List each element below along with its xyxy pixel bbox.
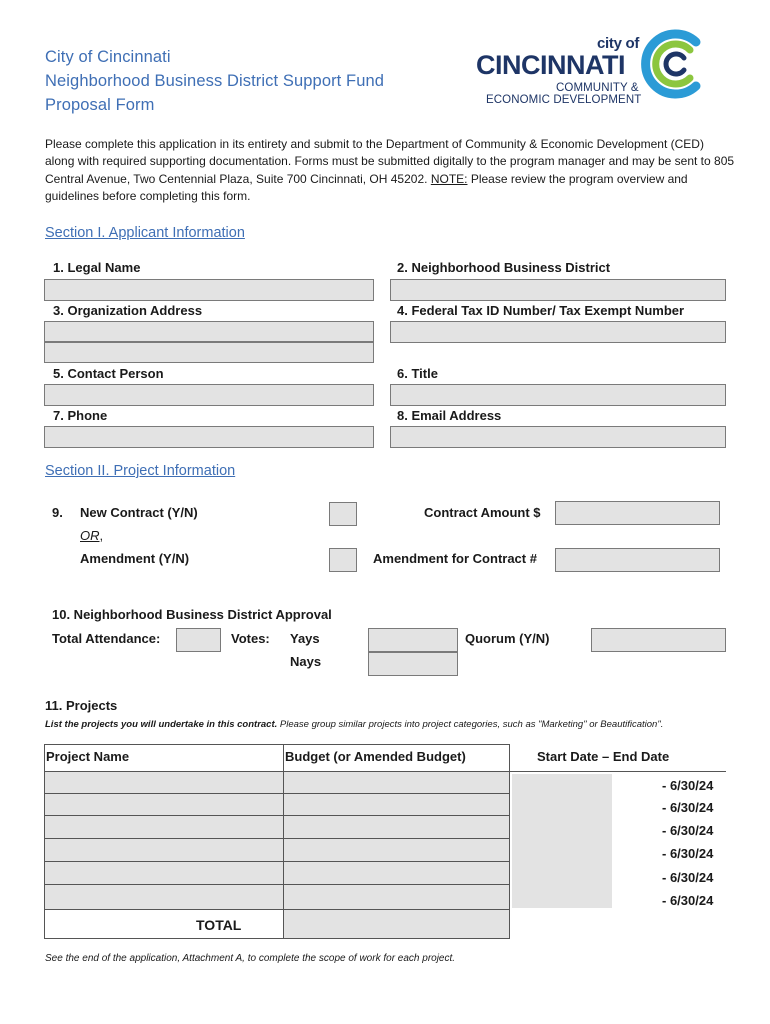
section-2-title: Section II. Project Information bbox=[45, 463, 236, 479]
total-label-cell bbox=[44, 909, 284, 939]
quorum-label: Quorum (Y/N) bbox=[465, 631, 550, 646]
end-date-text: - 6/30/24 bbox=[662, 893, 714, 908]
contract-amount-field[interactable] bbox=[555, 501, 720, 525]
or-text bbox=[80, 528, 103, 543]
budget-cell[interactable] bbox=[283, 771, 510, 794]
projects-instruction bbox=[45, 719, 663, 730]
form-title-line-1: City of Cincinnati bbox=[45, 48, 171, 66]
district-label: 2. Neighborhood Business District bbox=[397, 260, 611, 275]
budget-cell[interactable] bbox=[283, 815, 510, 839]
total-label: TOTAL bbox=[196, 917, 242, 933]
column-header-project-name: Project Name bbox=[46, 749, 130, 764]
legal-name-label: 1. Legal Name bbox=[53, 260, 141, 275]
question-10-title: 10. Neighborhood Business District Approval bbox=[52, 607, 332, 622]
section-1-title: Section I. Applicant Information bbox=[45, 225, 245, 241]
phone-field[interactable] bbox=[44, 426, 374, 448]
org-address-label: 3. Organization Address bbox=[53, 303, 203, 318]
phone-label: 7. Phone bbox=[53, 408, 108, 423]
total-attendance-label: Total Attendance: bbox=[52, 631, 161, 646]
project-name-cell[interactable] bbox=[44, 771, 284, 794]
title-label: 6. Title bbox=[397, 366, 438, 381]
end-date-text: - 6/30/24 bbox=[662, 800, 714, 815]
or-word: OR bbox=[80, 528, 100, 543]
tax-id-label: 4. Federal Tax ID Number/ Tax Exempt Number bbox=[397, 303, 685, 318]
projects-instruction-rest: Please group similar projects into project categories, such as "Marketing" or Beautification". bbox=[277, 719, 664, 730]
new-contract-label: New Contract (Y/N) bbox=[80, 505, 198, 520]
contact-person-label: 5. Contact Person bbox=[53, 366, 164, 381]
end-date-text: - 6/30/24 bbox=[662, 778, 714, 793]
start-date-fill-area[interactable] bbox=[512, 774, 612, 908]
projects-title: 11. Projects bbox=[45, 698, 118, 713]
end-date-text: - 6/30/24 bbox=[662, 823, 714, 838]
logo-city-of: city of bbox=[597, 35, 640, 52]
project-name-cell[interactable] bbox=[44, 884, 284, 910]
org-address-field-line-1[interactable] bbox=[44, 321, 374, 342]
or-comma: , bbox=[99, 528, 104, 543]
intro-paragraph bbox=[45, 136, 735, 206]
yays-label: Yays bbox=[290, 631, 320, 646]
budget-cell[interactable] bbox=[283, 861, 510, 885]
intro-text: Please complete this application in its entirety and submit to the Department of Community & Economic Development (CED) along with required supporting documentation. Forms must be submitted digitally to the program manager and may be sent to 805 Central Avenue, Two Centennial Plaza, Suite 700 Cincinnati, OH 45202. bbox=[45, 137, 735, 186]
total-budget-cell[interactable] bbox=[283, 909, 510, 939]
intro-text-after-note: Please review the program overview and guidelines before completing this form. bbox=[45, 171, 688, 204]
legal-name-field[interactable] bbox=[44, 279, 374, 301]
email-label: 8. Email Address bbox=[397, 408, 502, 423]
budget-cell[interactable] bbox=[283, 793, 510, 816]
contract-amount-label: Contract Amount $ bbox=[424, 505, 541, 520]
total-attendance-field[interactable] bbox=[176, 628, 221, 652]
end-date-text: - 6/30/24 bbox=[662, 846, 714, 861]
logo-c-mark-icon bbox=[638, 28, 710, 100]
org-address-field-line-2[interactable] bbox=[44, 342, 374, 363]
amendment-contract-field[interactable] bbox=[555, 548, 720, 572]
end-date-text: - 6/30/24 bbox=[662, 870, 714, 885]
amendment-label: Amendment (Y/N) bbox=[80, 551, 190, 566]
amendment-field[interactable] bbox=[329, 548, 357, 572]
quorum-field[interactable] bbox=[591, 628, 726, 652]
logo-dept-line-2: ECONOMIC DEVELOPMENT bbox=[486, 94, 642, 106]
project-name-cell[interactable] bbox=[44, 861, 284, 885]
email-field[interactable] bbox=[390, 426, 726, 448]
form-title-line-2: Neighborhood Business District Support Fund bbox=[45, 72, 385, 90]
projects-instruction-bold: List the projects you will undertake in this contract. bbox=[45, 719, 278, 730]
project-name-cell[interactable] bbox=[44, 838, 284, 862]
project-name-cell[interactable] bbox=[44, 793, 284, 816]
column-header-dates: Start Date – End Date bbox=[537, 749, 670, 764]
form-title-line-3: Proposal Form bbox=[45, 96, 155, 114]
logo-cincinnati: CINCINNATI bbox=[476, 50, 625, 80]
tax-id-field[interactable] bbox=[390, 321, 726, 343]
question-9-number: 9. bbox=[52, 505, 63, 520]
budget-cell[interactable] bbox=[283, 884, 510, 910]
budget-cell[interactable] bbox=[283, 838, 510, 862]
nays-label: Nays bbox=[290, 654, 322, 669]
intro-note-label: NOTE: bbox=[430, 171, 468, 186]
project-name-cell[interactable] bbox=[44, 815, 284, 839]
yays-field[interactable] bbox=[368, 628, 458, 652]
amendment-contract-label: Amendment for Contract # bbox=[373, 551, 537, 566]
district-field[interactable] bbox=[390, 279, 726, 301]
new-contract-field[interactable] bbox=[329, 502, 357, 526]
logo-dept-line-1: COMMUNITY & bbox=[556, 82, 639, 94]
footer-note: See the end of the application, Attachment A, to complete the scope of work for each project. bbox=[45, 953, 456, 964]
nays-field[interactable] bbox=[368, 652, 458, 676]
votes-label: Votes: bbox=[231, 631, 270, 646]
contact-person-field[interactable] bbox=[44, 384, 374, 406]
column-header-budget: Budget (or Amended Budget) bbox=[285, 749, 466, 764]
title-field[interactable] bbox=[390, 384, 726, 406]
